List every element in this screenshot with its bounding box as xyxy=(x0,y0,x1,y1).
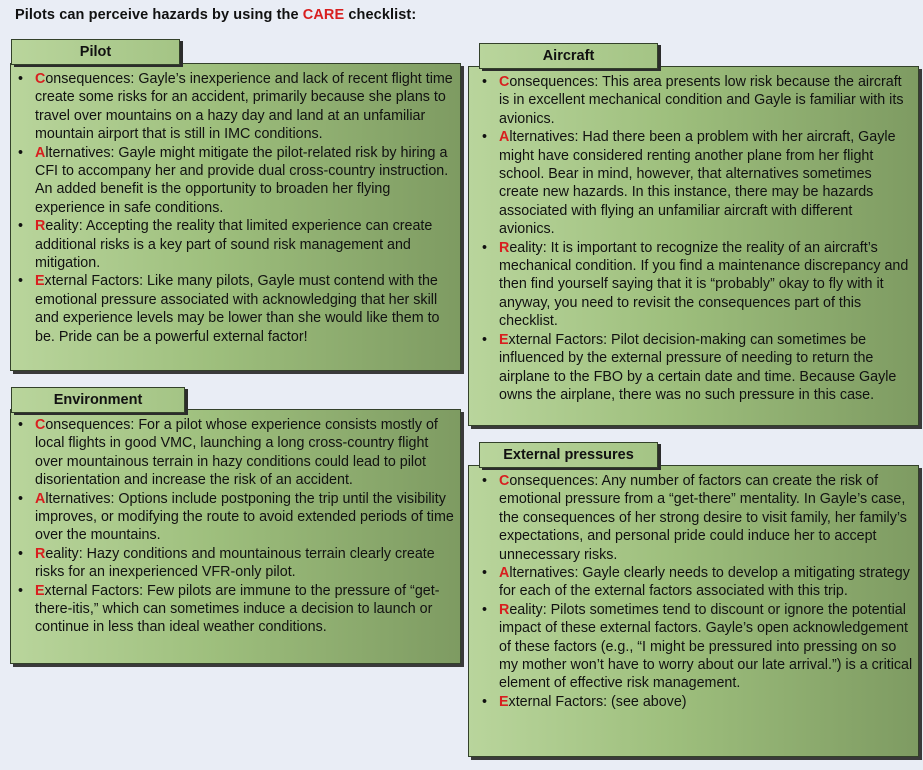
bullet-icon: • xyxy=(18,582,24,599)
pilot-letter-r: R xyxy=(35,218,46,235)
environment-item-alternatives xyxy=(15,490,455,545)
title-highlight: CARE xyxy=(302,7,345,23)
bullet-icon: • xyxy=(482,239,488,256)
aircraft-text-reality: eality: It is important to recognize the reality of an aircraft’s mechanical condition. If you find a maintenance discrepancy and then find yourself saying that it is “probably” okay to fly with it anyway, you need to revisit the consequences part of this checklist. xyxy=(499,239,909,330)
bullet-icon: • xyxy=(18,71,24,87)
environment-text-alternatives: lternatives: Options include postponing the trip until the visibility improves, or modifying the route to avoid extended periods of time over the mountains. xyxy=(35,490,454,544)
aircraft-checklist xyxy=(479,73,911,404)
environment-item-reality xyxy=(15,545,455,582)
bullet-icon: • xyxy=(482,601,488,618)
bullet-icon: • xyxy=(18,490,24,507)
bullet-icon: • xyxy=(482,693,488,710)
environment-text-external-factors: xternal Factors: Few pilots are immune to the pressure of “get-there-itis,” which can sometimes induce a decision to launch or continue in less than ideal weather conditions. xyxy=(35,582,440,636)
pilot-letter-c: C xyxy=(35,71,46,87)
aircraft-letter-e: E xyxy=(499,331,509,348)
external-pressures-text-alternatives: lternatives: Gayle clearly needs to develop a mitigating strategy for each of the external factors associated with this trip. xyxy=(499,565,910,600)
pilot-text-consequences: onsequences: Gayle’s inexperience and lack of recent flight time create some risks for an accident, primarily because she plans to travel over mountains on a hazy day and land at an unfamiliar mountain airport that is still in IMC conditions. xyxy=(35,71,453,143)
external-pressures-letter-c: C xyxy=(499,473,510,489)
aircraft-item-external-factors xyxy=(479,331,911,405)
bullet-icon: • xyxy=(18,218,24,235)
pilot-item-consequences xyxy=(15,70,455,144)
environment-item-consequences xyxy=(15,416,455,490)
aircraft-letter-c: C xyxy=(499,74,510,90)
external-pressures-item-reality xyxy=(479,601,913,693)
bullet-icon: • xyxy=(18,417,24,433)
environment-letter-c: C xyxy=(35,417,46,433)
external-pressures-text-reality: eality: Pilots sometimes tend to discount or ignore the potential impact of these external factors. Gayle’s open acknowledgement of these factors (e.g., “I might be pressured into pressing on so my mother won’t have to worry about our late arrival.”) is a critical element of effective risk management. xyxy=(499,601,913,692)
aircraft-text-external-factors: xternal Factors: Pilot decision-making can sometimes be influenced by the external pressure of needing to return the airplane to the FBO by a certain date and time. Because Gayle owns the airplane, there was no such pressure in this case. xyxy=(499,331,897,403)
pilot-letter-e: E xyxy=(35,273,45,290)
external-pressures-text-external-factors: xternal Factors: (see above) xyxy=(508,693,687,710)
aircraft-letter-a: A xyxy=(499,129,510,146)
title-prefix: Pilots can perceive hazards by using the xyxy=(15,7,303,23)
environment-letter-a: A xyxy=(35,490,46,507)
external-pressures-letter-a: A xyxy=(499,565,510,582)
aircraft-letter-r: R xyxy=(499,239,510,256)
external-pressures-heading-tab: External pressures xyxy=(479,442,658,468)
external-pressures-letter-e: E xyxy=(499,693,509,710)
external-pressures-panel xyxy=(468,465,919,757)
pilot-checklist xyxy=(15,70,455,346)
bullet-icon: • xyxy=(482,331,488,348)
environment-text-consequences: onsequences: For a pilot whose experience consists mostly of local flights in good VMC, launching a long cross-country flight over mountainous terrain in hazy conditions could lead to pilot disorientation and increase the risk of an accident. xyxy=(35,417,438,489)
aircraft-panel xyxy=(468,66,919,426)
bullet-icon: • xyxy=(482,565,488,582)
external-pressures-text-consequences: onsequences: Any number of factors can create the risk of emotional pressure from a “get-there” mentality. In Gayle’s case, the consequences of her strong desire to visit family, her family’s expectations, and personal pride could induce her to accept unnecessary risks. xyxy=(499,473,907,563)
pilot-item-reality xyxy=(15,217,455,272)
aircraft-item-consequences xyxy=(479,73,911,128)
external-pressures-item-external-factors xyxy=(479,693,913,711)
bullet-icon: • xyxy=(18,545,24,562)
pilot-heading-tab: Pilot xyxy=(11,39,180,65)
pilot-text-alternatives: lternatives: Gayle might mitigate the pilot-related risk by hiring a CFI to accompany her and provide dual cross-country instruction. An added benefit is the opportunity to broaden her flying experience in safe conditions. xyxy=(35,144,449,216)
pilot-item-alternatives xyxy=(15,144,455,218)
aircraft-text-consequences: onsequences: This area presents low risk because the aircraft is in excellent mechanical condition and Gayle is familiar with its avionics. xyxy=(499,74,904,127)
environment-text-reality: eality: Hazy conditions and mountainous terrain clearly create risks for an inexperienced VFR-only pilot. xyxy=(35,545,435,581)
external-pressures-item-consequences xyxy=(479,472,913,564)
environment-letter-e: E xyxy=(35,582,45,599)
page-title xyxy=(15,7,416,23)
bullet-icon: • xyxy=(482,129,488,146)
pilot-letter-a: A xyxy=(35,144,46,161)
environment-letter-r: R xyxy=(35,545,46,562)
aircraft-text-alternatives: lternatives: Had there been a problem with her aircraft, Gayle might have considered renting another plane from her flight school. Bear in mind, however, that alternatives sometimes create new hazards. In this instance, there may be hazards associated with flying an unfamiliar aircraft with different avionics. xyxy=(499,129,896,238)
environment-heading-tab: Environment xyxy=(11,387,185,413)
external-pressures-letter-r: R xyxy=(499,601,510,618)
title-suffix: checklist: xyxy=(344,7,417,23)
external-pressures-item-alternatives xyxy=(479,564,913,601)
aircraft-item-reality xyxy=(479,239,911,331)
external-pressures-checklist xyxy=(479,472,913,711)
aircraft-item-alternatives xyxy=(479,128,911,238)
bullet-icon: • xyxy=(18,273,24,290)
pilot-text-external-factors: xternal Factors: Like many pilots, Gayle must contend with the emotional pressure associated with acknowledging that her skill and experience levels may be lower than she would like them to be. Pride can be a powerful external factor! xyxy=(35,273,440,345)
environment-panel xyxy=(10,409,461,664)
environment-item-external-factors xyxy=(15,582,455,637)
bullet-icon: • xyxy=(482,74,488,90)
pilot-item-external-factors xyxy=(15,272,455,346)
bullet-icon: • xyxy=(482,473,488,489)
pilot-text-reality: eality: Accepting the reality that limited experience can create additional risks is a key part of sound risk management and mitigation. xyxy=(35,218,433,272)
environment-checklist xyxy=(15,416,455,637)
pilot-panel xyxy=(10,63,461,371)
aircraft-heading-tab: Aircraft xyxy=(479,43,658,69)
bullet-icon: • xyxy=(18,144,24,161)
